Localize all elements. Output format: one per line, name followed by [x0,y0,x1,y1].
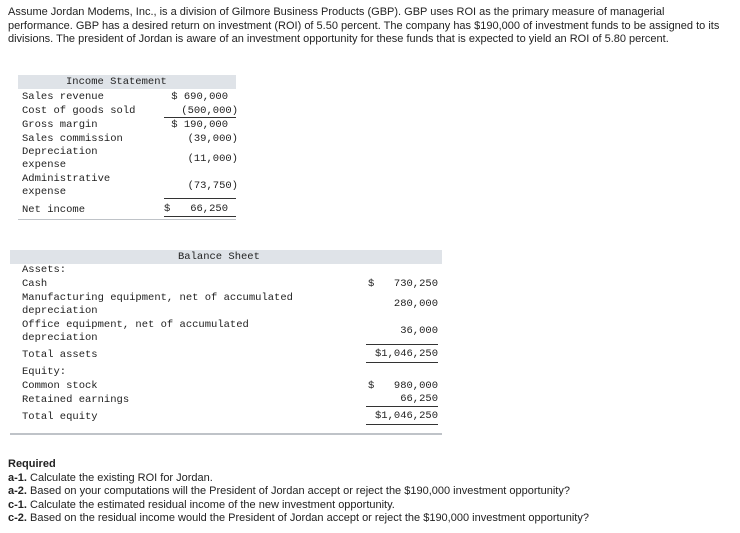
office-equipment-label: Office equipment, net of accumulated [22,319,249,331]
row-cogs-value: (500,000) [181,105,238,117]
assets-label: Assets: [22,264,67,276]
required-item-text: Calculate the existing ROI for Jordan. [30,471,213,484]
cogs-underline [164,117,236,118]
required-item-text: Based on your computations will the President of Jordan accept or reject the $190,000 investment opportunity? [30,485,570,497]
required-item-tag: a-1. [8,471,27,484]
cash-label: Cash [22,278,48,290]
required-item-c2 [8,512,732,526]
row-administrative-label: Administrative [22,173,111,185]
equity-label: Equity: [22,366,67,378]
row-administrative-label-2: expense [22,186,67,198]
total-assets-label: Total assets [22,349,98,361]
row-administrative-value: (73,750) [187,180,238,192]
row-sales-revenue-label: Sales revenue [22,91,104,103]
total-equity-label: Total equity [22,411,98,423]
office-equipment-value: 36,000 [400,325,438,337]
required-section [8,458,732,526]
office-equipment-label-2: depreciation [22,332,98,344]
required-item-tag: a-2. [8,485,27,497]
required-item-a2 [8,485,732,499]
row-net-income-value: 66,250 [190,203,228,215]
required-item-a1 [8,472,732,486]
common-stock-sign: $ [368,380,375,392]
admin-underline [164,198,236,199]
row-gross-margin-label: Gross margin [22,119,98,131]
required-item-tag: c-1. [8,498,27,511]
retained-earnings-label: Retained earnings [22,394,130,406]
row-depreciation-value: (11,000) [187,153,238,165]
row-sales-commission-value: (39,000) [187,133,238,145]
total-equity-underline [366,424,438,425]
balance-sheet-bottom-rule [10,433,442,435]
common-stock-label: Common stock [22,380,98,392]
income-statement-title: Income Statement [66,76,167,88]
mfg-equipment-value: 280,000 [393,298,438,310]
office-equipment-underline [366,344,438,345]
cash-value: 730,250 [393,278,438,290]
required-title: Required [8,458,56,470]
total-assets-value: $1,046,250 [374,348,438,360]
common-stock-value: 980,000 [393,380,438,392]
row-depreciation-label-2: expense [22,159,67,171]
intro-paragraph: Assume Jordan Modems, Inc., is a division of Gilmore Business Products (GBP). GBP uses ROI as the primary measure of managerial performance. GBP has a desired return on investment (ROI) of 5.50 percent. The company has $190,000 of investment funds to be assigned to its divisions. The president of Jordan is aware of an investment opportunity for these funds that is expected to yield an ROI of 5.80 percent. [8,6,720,45]
income-statement-bottom-rule [18,219,236,220]
total-equity-value: $1,046,250 [374,410,438,422]
row-net-income-label: Net income [22,204,86,216]
cash-sign: $ [368,278,375,290]
row-gross-margin-value: $ 190,000 [171,119,228,131]
balance-sheet-title: Balance Sheet [178,251,260,263]
required-item-text: Based on the residual income would the President of Jordan accept or reject the $190,000 investment opportunity? [30,512,589,524]
row-sales-commission-label: Sales commission [22,133,123,145]
mfg-equipment-label: Manufacturing equipment, net of accumulated [22,292,293,304]
mfg-equipment-label-2: depreciation [22,305,98,317]
required-item-text: Calculate the estimated residual income of the new investment opportunity. [30,498,395,511]
row-sales-revenue-value: $ 690,000 [171,91,228,103]
row-depreciation-label: Depreciation [22,146,98,158]
row-net-income-sign: $ [164,203,171,215]
required-item-c1 [8,499,732,513]
retained-earnings-value: 66,250 [400,393,438,405]
required-item-tag: c-2. [8,512,27,524]
total-assets-underline [366,362,438,363]
retained-earnings-underline [366,406,438,407]
row-cogs-label: Cost of goods sold [22,105,136,117]
net-income-underline-1 [164,216,236,217]
